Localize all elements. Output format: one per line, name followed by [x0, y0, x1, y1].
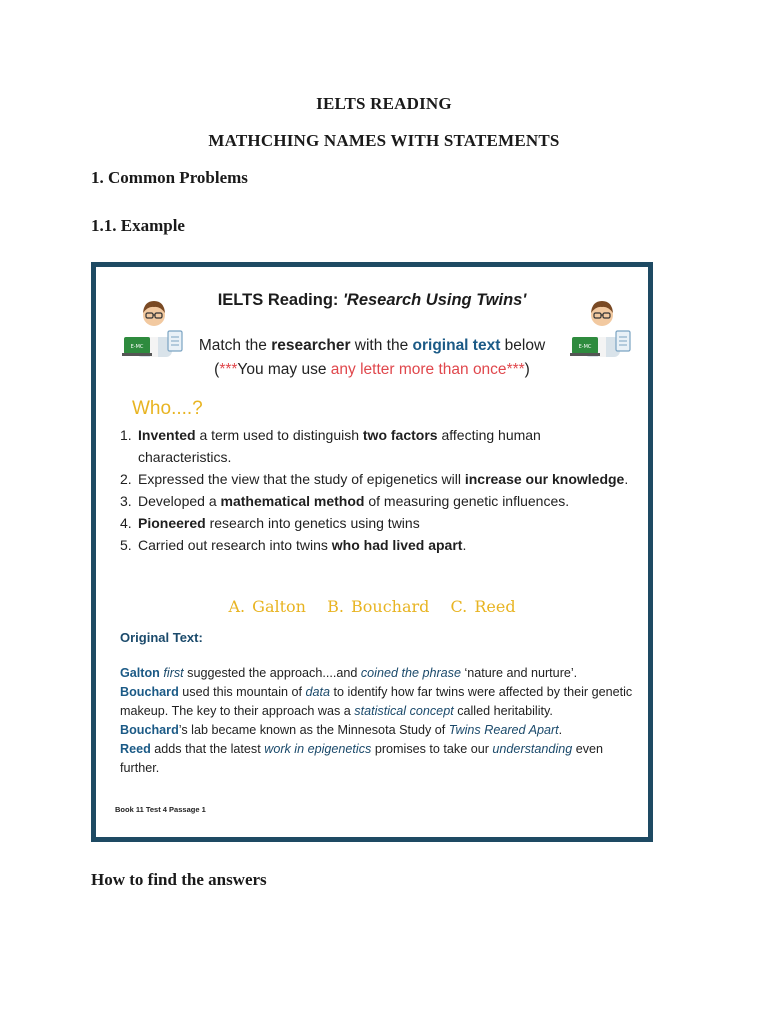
original-sentence: Galton first suggested the approach....and coined the phrase ‘nature and nurture’.: [120, 666, 578, 680]
laptop-label-right: E-MC: [578, 344, 592, 350]
statement-item: 4. Pioneered research into genetics using twins: [120, 515, 420, 531]
how-to-heading: How to find the answers: [91, 870, 267, 889]
statement-item: 3. Developed a mathematical method of measuring genetic influences.: [120, 493, 570, 509]
original-sentence: Bouchard’s lab became known as the Minnesota Study of Twins Reared Apart.: [120, 723, 563, 737]
statement-item: 1. Invented a term used to distinguish two factors affecting human characteristics.: [120, 427, 541, 465]
original-text-body: [120, 664, 635, 778]
answer-options: [96, 597, 648, 616]
source-citation: Book 11 Test 4 Passage 1: [115, 805, 206, 814]
section-heading: 1. Common Problems: [91, 168, 248, 187]
statement-item: 2. Expressed the view that the study of epigenetics will increase our knowledge.: [120, 471, 629, 487]
statement-item: 5. Carried out research into twins who had lived apart.: [120, 537, 467, 553]
original-text-heading: Original Text:: [120, 630, 203, 645]
example-image-panel: [91, 262, 653, 842]
letter-note: (***You may use any letter more than once***): [214, 361, 530, 378]
panel-title: IELTS Reading: 'Research Using Twins': [217, 291, 527, 309]
laptop-label: E-MC: [130, 344, 144, 350]
original-sentence: Bouchard used this mountain of data to identify how far twins were affected by their genetic makeup. The key to their approach was a statistical concept called heritability.: [120, 685, 633, 718]
statement-list: [120, 424, 630, 556]
subsection-heading: 1.1. Example: [91, 216, 185, 235]
document-subtitle: MATHCHING NAMES WITH STATEMENTS: [208, 131, 560, 150]
original-sentence: Reed adds that the latest work in epigenetics promises to take our understanding even further.: [120, 742, 604, 775]
document-title: IELTS READING: [316, 94, 452, 113]
instruction-line: Match the researcher with the original text below: [198, 337, 546, 354]
option-galton: A. Galton: [228, 597, 306, 616]
option-reed: C. Reed: [450, 597, 516, 616]
who-label: Who....?: [132, 398, 203, 419]
option-bouchard: B. Bouchard: [327, 597, 430, 616]
